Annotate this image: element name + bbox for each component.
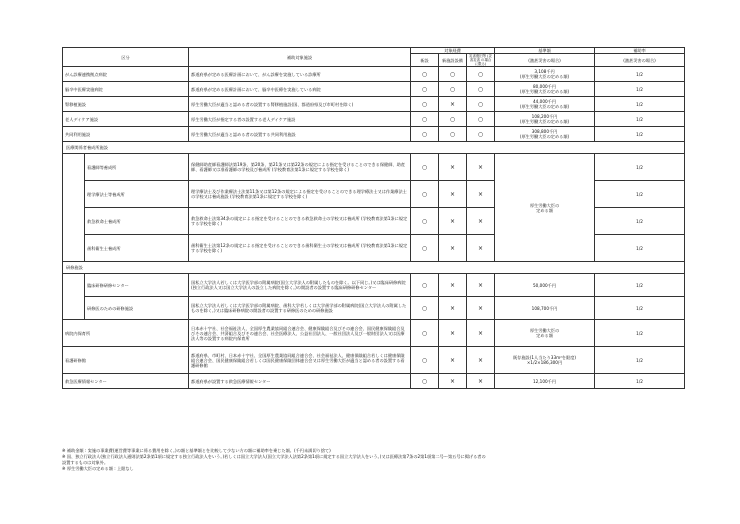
subsidy-rate: 1/2 [595,67,685,82]
section-row [63,262,685,274]
disaster-mark: × [467,154,495,181]
section-title: 研修施設 [63,262,685,274]
header-category: 区分 [63,48,189,67]
subsidy-rate: 1/2 [595,97,685,112]
standard-amount: 80,000千円 (厚生労働大臣の定める額) [495,82,595,97]
indent-cell [63,154,85,181]
row-name: 歯科衛生士養成所 [85,235,189,262]
row-description: 厚生労働大臣が指定する者の設置する老人デイケア施設 [189,112,411,127]
row-description: 国私立大学法人若しくは大学医学部の附属病院(国立大学法人の附属したものを除く。以下同じ。)又は臨床研修病院(独立行政法人又は国立大学法人の設立した病院を除く。)の開設者の設置する臨床研修研修センター [189,274,411,297]
row-description: 都道府県が定める医療計画において、がん診療を実施している診療所 [189,67,411,82]
equipment-mark: × [439,347,467,374]
row-description: 厚生労働大臣が適当と認める者の設置する共同利用施設 [189,127,411,142]
new-construction-mark: ○ [411,127,439,142]
table-row [63,67,685,82]
standard-amount: 12,100千円 [495,374,595,389]
new-construction-mark: ○ [411,274,439,297]
header-disaster: 災害復旧等 (災害災害 の場合に限る) [467,54,495,67]
disaster-mark: × [467,320,495,347]
equipment-mark: ○ [439,112,467,127]
equipment-mark: × [439,274,467,297]
equipment-mark: × [439,97,467,112]
new-construction-mark: ○ [411,208,439,235]
header-subsidy-sub: (激甚災害の場合) [595,54,685,67]
equipment-mark: × [439,374,467,389]
standard-amount: 厚生労働大臣の 定める額 [495,320,595,347]
subsidy-table [62,47,685,389]
section-row [63,142,685,154]
table-row [63,82,685,97]
disaster-mark: × [467,274,495,297]
standard-amount: 50,000千円 [495,274,595,297]
table-row [63,127,685,142]
subsidy-rate: 1/2 [595,374,685,389]
header-standard-amount: 基準額 [495,48,595,54]
indent-cell [63,208,85,235]
new-construction-mark: ○ [411,154,439,181]
disaster-mark: ○ [467,112,495,127]
disaster-mark: ○ [467,97,495,112]
table-row [63,112,685,127]
subsidy-rate: 1/2 [595,208,685,235]
header-target-facility: 補助対象施設 [189,48,411,67]
footnote: ※ 補助金額 : 実施の事業費(運営費等事業に係る費用を除く。)の額と基準額とを比較して少ない方の額に補助率を乗じた額。(千円未満切り捨て) [62,448,331,453]
row-description: 日本赤十字社、社会福祉法人、全国厚生農業協同組合連合会、健康保険組合及びその連合会、国民健康保険組合及びその連合会、共済組合及びその連合会、社会医療法人、公益社団法人、一般社団法人及び一般財団法人又は医療法人等の設置する病院内保育所 [189,320,411,347]
table-row [63,320,685,347]
header-target-type: 対象経費 [411,48,495,54]
disaster-mark: ○ [467,127,495,142]
disaster-mark: × [467,181,495,208]
indent-cell [63,297,85,320]
row-name: 腎移植施設 [63,97,189,112]
table-body [63,67,685,389]
disaster-mark: ○ [467,67,495,82]
new-construction-mark: ○ [411,235,439,262]
header-equipment: 新施設設備 [439,54,467,67]
table-row [63,297,685,320]
subsidy-rate: 1/2 [595,347,685,374]
row-name: がん診療連携拠点病院 [63,67,189,82]
new-construction-mark: ○ [411,297,439,320]
new-construction-mark: ○ [411,181,439,208]
header-new-construction: 新設 [411,54,439,67]
new-construction-mark: ○ [411,320,439,347]
new-construction-mark: ○ [411,82,439,97]
row-name: 看護研修館 [63,347,189,374]
subsidy-rate: 1/2 [595,320,685,347]
footnote: ※ 国、独立行政法人(独立行政法人通則法第2条第1項に規定する独立行政法人をいう。)若しくは国立大学法人(国立大学法人法第2条第1項に規定する国立大学法人をいう。)又は医療法第7条の2第1項第二号〜第五号に掲げる者の [62,454,486,459]
standard-amount: 厚生労働大臣の 定める額 [495,154,595,262]
equipment-mark: × [439,320,467,347]
row-name: 脳卒中医療実施病院 [63,82,189,97]
row-description: 都道府県が設置する救急医療情報センター [189,374,411,389]
table-row [63,374,685,389]
section-title: 医療関係者養成所施設 [63,142,685,154]
equipment-mark: × [439,181,467,208]
table-row [63,97,685,112]
disaster-mark: ○ [467,82,495,97]
disaster-mark: × [467,347,495,374]
new-construction-mark: ○ [411,112,439,127]
row-description: 都道府県、市町村、日本赤十字社、全国厚生農業協同組合連合会、社会福祉法人、健康保険組合若しくは健康保険組合連合会、国民健康保険組合若しくは国民健康保険団体連合会又は厚生労働大臣が適当と認める者の設置する看護研修館 [189,347,411,374]
new-construction-mark: ○ [411,374,439,389]
indent-cell [63,235,85,262]
row-name: 看護師等養成所 [85,154,189,181]
subsidy-rate: 1/2 [595,181,685,208]
subsidy-rate: 1/2 [595,274,685,297]
equipment-mark: ○ [439,127,467,142]
row-name: 救急医療情報センター [63,374,189,389]
header-standard-sub: (激甚災害の場合) [495,54,595,67]
subsidy-rate: 1/2 [595,297,685,320]
standard-amount: 3,108千円 (厚生労働大臣の定める額) [495,67,595,82]
equipment-mark: ○ [439,67,467,82]
row-name: 理学療法士等養成所 [85,181,189,208]
row-description: 歯科衛生士法第12条の規定による指定を受けることのできる歯科衛生士の学校又は養成所 (学校教育法第1条に規定する学校を除く) [189,235,411,262]
footnotes [62,448,684,472]
disaster-mark: × [467,235,495,262]
new-construction-mark: ○ [411,97,439,112]
row-name: 研修医のための研修施設 [85,297,189,320]
equipment-mark: × [439,297,467,320]
disaster-mark: × [467,374,495,389]
subsidy-rate: 1/2 [595,82,685,97]
row-description: 理学療法士及び作業療法士法第11条又は第12条の規定による指定を受けることのできる理学療法士又は作業療法士の学校又は養成施設 (学校教育法第1条に規定する学校を除く) [189,181,411,208]
footnote: 設置するものは対象外。 [62,460,109,465]
row-description: 厚生労働大臣が適当と認める者の設置する腎移植施設(国、都道府県及び市町村を除く) [189,97,411,112]
equipment-mark: ○ [439,82,467,97]
row-description: 保健師助産師看護師法第19条、第20条、第21条又は第22条の規定による指定を受けることのできる保健師、助産師、看護師又は准看護師の学校及び養成所 (学校教育法第1条に規定する学校を除く) [189,154,411,181]
disaster-mark: × [467,297,495,320]
new-construction-mark: ○ [411,347,439,374]
table-row [63,274,685,297]
subsidy-rate: 1/2 [595,154,685,181]
subsidy-rate: 1/2 [595,127,685,142]
indent-cell [63,181,85,208]
standard-amount: 44,000千円 (厚生労働大臣の定める額) [495,97,595,112]
table-row [63,347,685,374]
footnote: ※ 厚生労働大臣の定める額 : 上限なし [62,466,134,471]
equipment-mark: × [439,208,467,235]
row-name: 救急救命士養成所 [85,208,189,235]
subsidy-rate: 1/2 [595,112,685,127]
standard-amount: 308,800千円 (厚生労働大臣の定める額) [495,127,595,142]
subsidy-table-sheet [62,47,684,389]
table-row [63,154,685,181]
equipment-mark: × [439,154,467,181]
new-construction-mark: ○ [411,67,439,82]
standard-amount: 108,200千円 (厚生労働大臣の定める額) [495,112,595,127]
row-name: 臨床研修研修センター [85,274,189,297]
disaster-mark: × [467,208,495,235]
equipment-mark: × [439,235,467,262]
row-description: 国私立大学法人若しくは大学医学部の附属病院、歯科大学若しくは大学歯学部の附属病院(国立大学法人の附属したものを除く。)又は臨床研修病院の開設者の設置する研修医のための研修施設 [189,297,411,320]
standard-amount: 既存施設(1人当たり33m²を限度) ×1/2×186,300円 [495,347,595,374]
row-name: 病院内保育所 [63,320,189,347]
row-name: 老人デイケア施設 [63,112,189,127]
subsidy-rate: 1/2 [595,235,685,262]
row-name: 共同利用施設 [63,127,189,142]
header-subsidy-rate: 補助率 [595,48,685,54]
row-description: 都道府県が定める医療計画において、脳卒中医療を実施している病院 [189,82,411,97]
row-description: 救急救命士法第34条の規定による指定を受けることのできる救急救命士の学校又は養成所 (学校教育法第1条に規定する学校を除く) [189,208,411,235]
standard-amount: 108,700千円 [495,297,595,320]
indent-cell [63,274,85,297]
